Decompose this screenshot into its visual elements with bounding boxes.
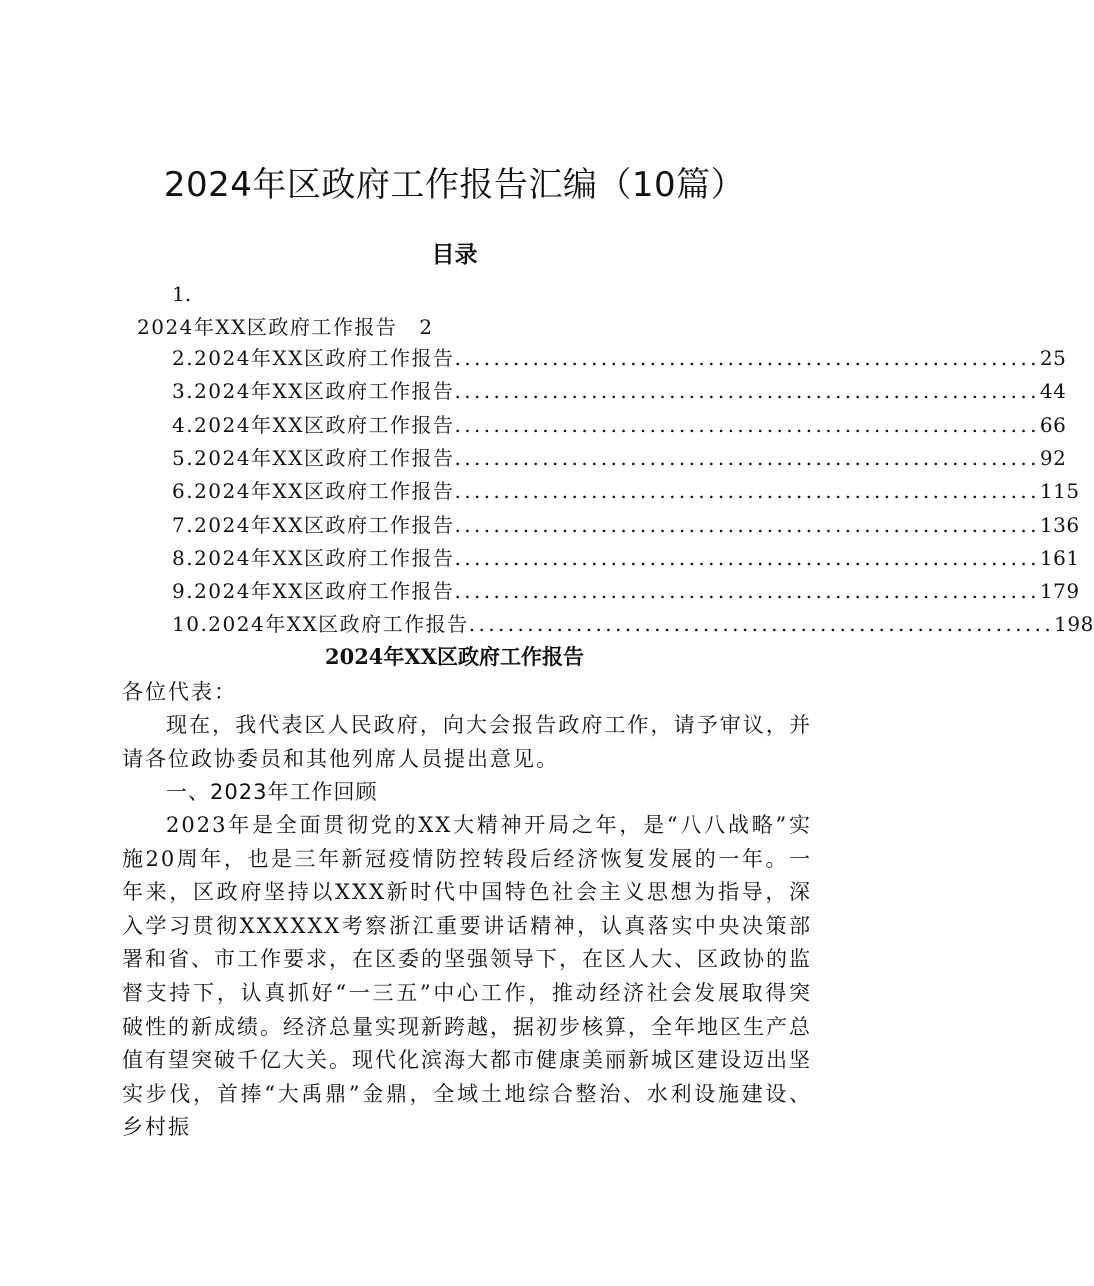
report-title: 2024年XX区政府工作报告 xyxy=(324,644,585,669)
toc-entry-label: 2024年XX区政府工作报告 xyxy=(137,315,398,339)
toc-entry-label: 6.2024年XX区政府工作报告 xyxy=(172,479,455,504)
toc-entry-label: 10.2024年XX区政府工作报告 xyxy=(172,612,469,637)
toc-entry-page: 25 xyxy=(1039,346,1067,370)
toc-entry-label: 7.2024年XX区政府工作报告 xyxy=(172,512,455,537)
toc-entry-4[interactable] xyxy=(172,409,1067,442)
toc-entry-page: 136 xyxy=(1039,512,1080,537)
intro-paragraph: 现在，我代表区人民政府，向大会报告政府工作，请予审议，并请各位政协委员和其他列席人员提出意见。 xyxy=(122,713,812,771)
toc-first-number[interactable]: 1. xyxy=(172,282,192,306)
toc-leader-dots: ............................................................ xyxy=(454,445,1040,470)
section-heading: 一、2023年工作回顾 xyxy=(166,780,378,804)
toc-leader-dots: ............................................................ xyxy=(454,579,1040,604)
toc-entry-page: 44 xyxy=(1039,379,1067,404)
toc-entry-label: 3.2024年XX区政府工作报告 xyxy=(172,379,455,404)
toc-entry-3[interactable] xyxy=(172,375,1067,408)
body-paragraph: 2023年是全面贯彻党的XX大精神开局之年，是“八八战略”实施20周年，也是三年新冠疫情防控转段后经济恢复发展的一年。一年来，区政府坚持以XXX新时代中国特色社会主义思想为指导，深入学习贯彻XXXXXX考察浙江重要讲话精神，认真落实中央决策部署和省、市工作要求，在区委的坚强领导下，在区人大、区政协的监督支持下，认真抓好“一三五”中心工作，推动经济社会发展取得突破性的新成绩。经济总量实现新跨越，据初步核算，全年地区生产总值有望突破千亿大关。现代化滨海大都市健康美丽新城区建设迈出坚实步伐，首捧“大禹鼎”金鼎，全域土地综合整治、水利设施建设、乡村振 xyxy=(122,813,812,1140)
toc-entry-1[interactable] xyxy=(137,312,434,342)
toc-entry-page: 66 xyxy=(1039,412,1067,437)
toc-leader-dots: ............................................................ xyxy=(454,379,1040,404)
toc-entry-page: 115 xyxy=(1039,479,1080,504)
toc-entry-9[interactable] xyxy=(172,575,1080,608)
toc-leader-dots: ............................................................ xyxy=(468,612,1055,637)
toc-entry-label: 8.2024年XX区政府工作报告 xyxy=(172,545,455,570)
toc-entry-2[interactable] xyxy=(172,342,1067,375)
toc-entry-10[interactable] xyxy=(172,608,1094,641)
toc-leader-dots: ............................................................ xyxy=(454,545,1040,570)
toc-entry-page: 92 xyxy=(1039,445,1067,470)
toc-heading: 目录 xyxy=(431,241,478,268)
toc-leader-dots: ............................................................ xyxy=(454,512,1040,537)
toc-leader-dots: ............................................................ xyxy=(454,346,1040,370)
toc-entry-7[interactable] xyxy=(172,509,1080,542)
document-title: 2024年区政府工作报告汇编（10篇） xyxy=(163,165,746,205)
toc-entry-label: 9.2024年XX区政府工作报告 xyxy=(172,579,455,604)
toc-entry-page: 198 xyxy=(1054,612,1094,637)
toc-entry-5[interactable] xyxy=(172,442,1067,475)
toc-entry-page: 179 xyxy=(1039,579,1080,604)
toc-leader-dots: ............................................................ xyxy=(454,479,1040,504)
toc-leader-dots: ............................................................ xyxy=(454,412,1040,437)
toc-entry-label: 5.2024年XX区政府工作报告 xyxy=(172,445,455,470)
toc-entry-6[interactable] xyxy=(172,475,1080,508)
toc-entry-page: 161 xyxy=(1039,545,1080,570)
toc-entry-label: 2.2024年XX区政府工作报告 xyxy=(172,346,455,370)
salutation: 各位代表： xyxy=(122,680,237,704)
toc-entry-8[interactable] xyxy=(172,542,1080,575)
toc-entry-page: 2 xyxy=(419,315,434,339)
toc-entry-label: 4.2024年XX区政府工作报告 xyxy=(172,412,455,437)
